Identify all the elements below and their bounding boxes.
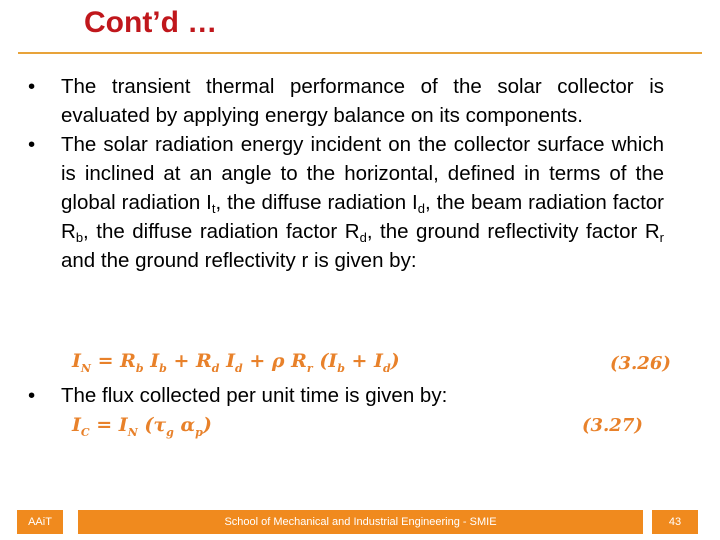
- bullet-1-text: The transient thermal performance of the solar collector is evaluated by applying energy balance on its components.: [61, 75, 664, 127]
- slide-title: Cont’d …: [84, 6, 218, 39]
- bullet-item-3: [28, 381, 664, 410]
- footer-institution: AAiT: [17, 510, 63, 534]
- equation-3-26: $I_N = R_b$ $I_b + R_d$ $I_d + \rho$ $R_r$ $(I_b + I_d)$: [72, 350, 400, 375]
- equation-3-26-number: (3.26): [610, 353, 671, 374]
- equation-3-27-number: (3.27): [582, 415, 643, 436]
- bullet-item-2: [28, 130, 664, 275]
- bullet-list: [28, 72, 664, 275]
- bullet-item-1: [28, 72, 664, 130]
- title-divider: [18, 52, 702, 54]
- bullet-3-text: The flux collected per unit time is given by:: [61, 384, 448, 407]
- footer-school: School of Mechanical and Industrial Engineering - SMIE: [78, 510, 643, 534]
- equation-3-27: $I_C = I_N$ ($\tau_g$ $\alpha_p$): [72, 414, 212, 439]
- bullet-2-text: The solar radiation energy incident on the collector surface which is inclined at an angle to the horizontal, defined in terms of the global radiation $I_t$, the diffuse radiation $I_d$, the beam radiation factor $R_b$, the diffuse radiation factor $R_d$, the ground reflectivity factor $R_r$ and the ground reflectivity r is given by:: [61, 133, 664, 272]
- footer: [0, 510, 720, 536]
- footer-page-number: 43: [652, 510, 698, 534]
